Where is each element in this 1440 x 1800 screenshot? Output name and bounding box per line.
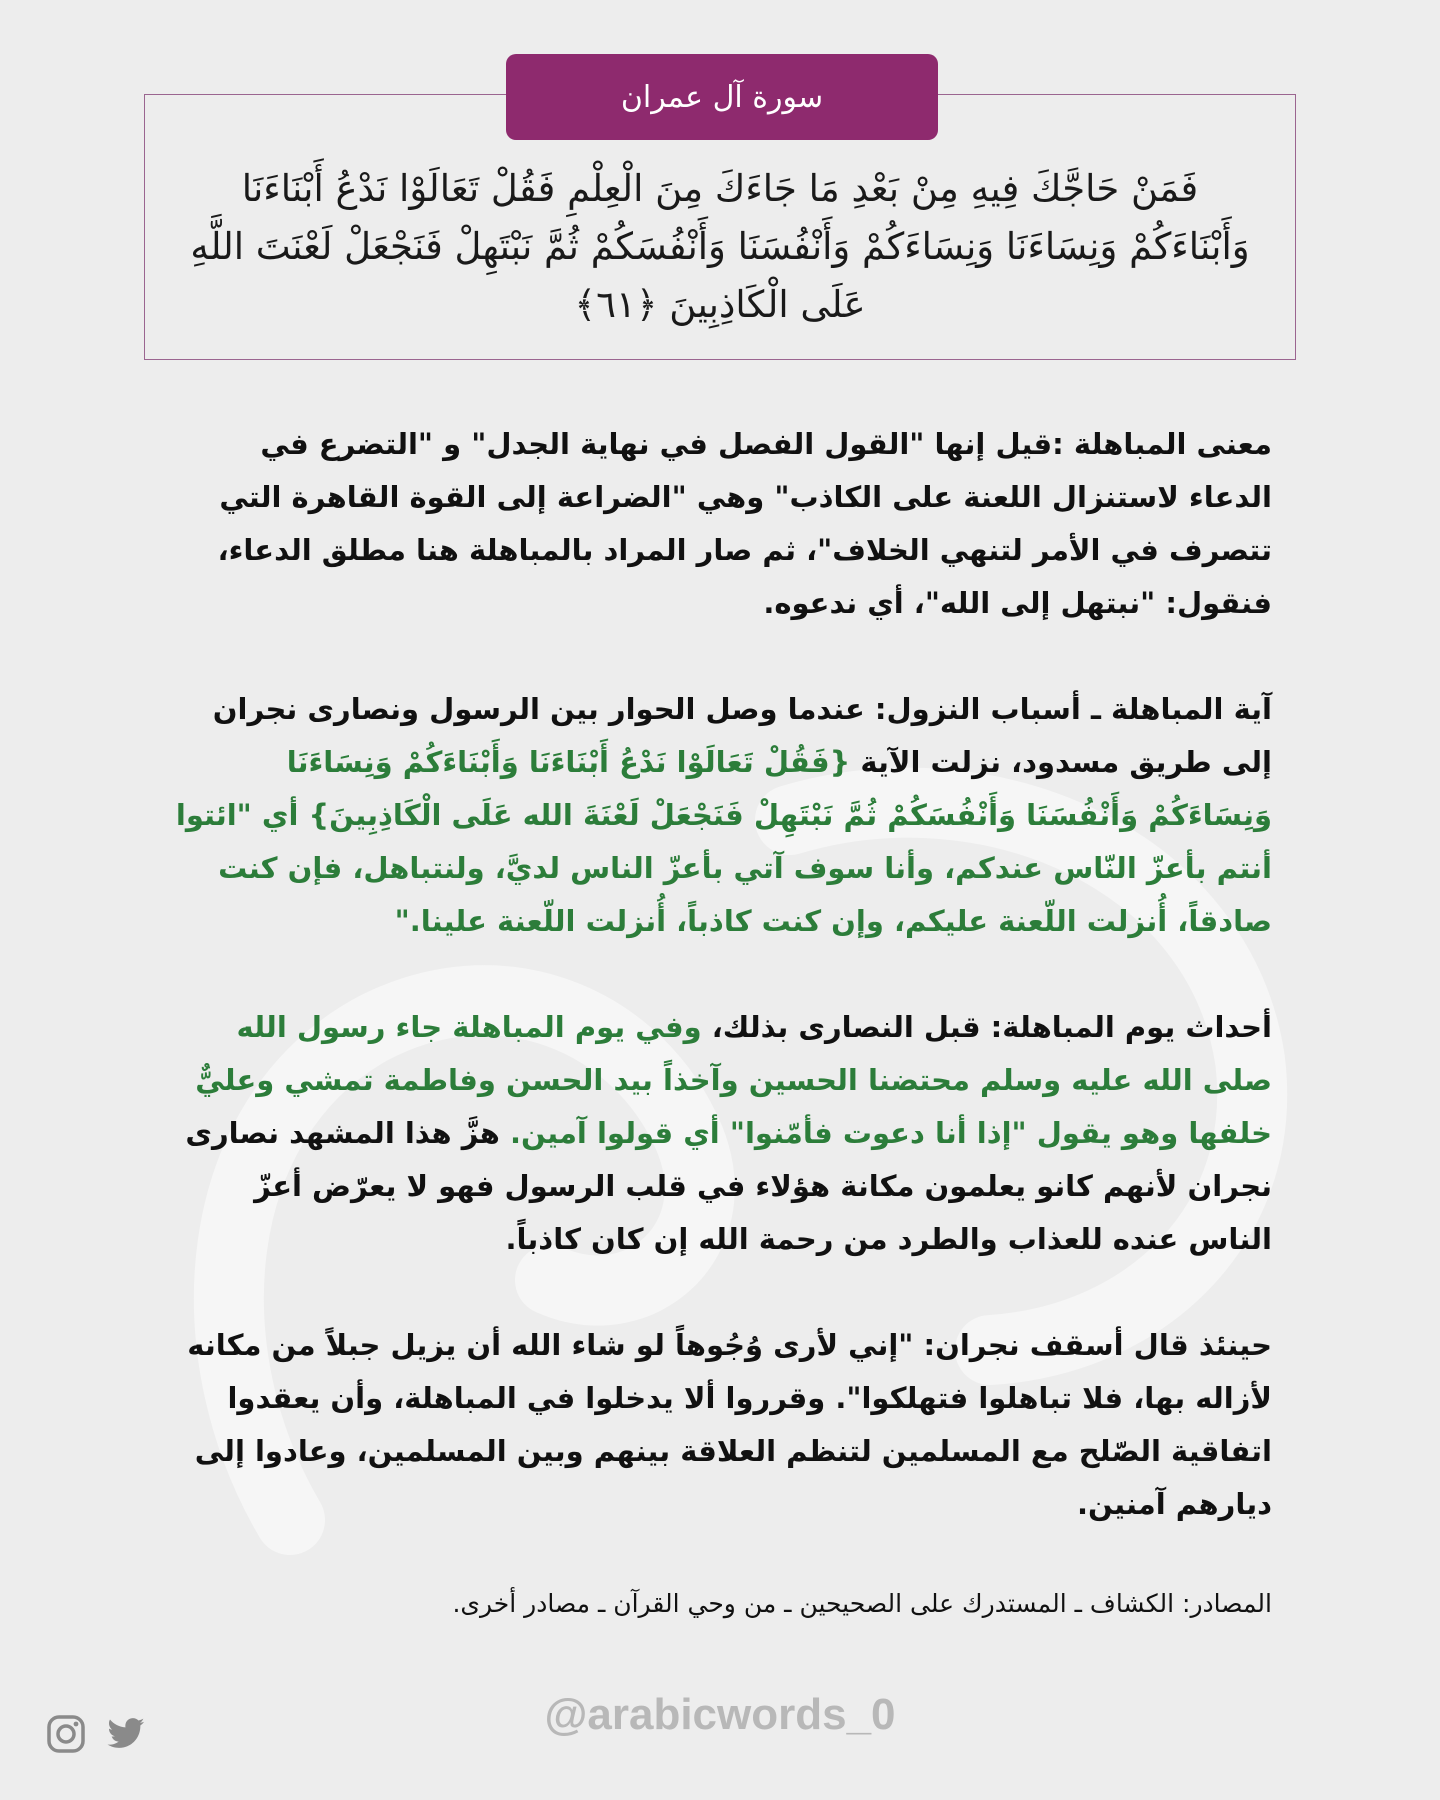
revelation-quote: {فَقُلْ تَعَالَوْا نَدْعُ أَبْنَاءَنَا وَأَبْنَاءَكُمْ وَنِسَاءَنَا وَنِسَاءَكُمْ وَأَنْفُسَنَا وَأَنْفُسَكُمْ ثُمَّ نَبْتَهِلْ فَنَجْعَلْ لَعْنَةَ الله عَلَى الْكَاذِبِينَ} أي "ائتوا أنتم بأعزّ النّاس عندكم، وأنا سوف آتي بأعزّ الناس لديَّ، ولنتباهل، فإن كنت صادقاً، أُنزلت اللّعنة عليكم، وإن كنت كاذباً، أُنزلت اللّعنة علينا."	[175, 745, 1272, 938]
account-handle: @arabicwords_0	[544, 1690, 896, 1739]
revelation-intro: آية المباهلة ـ أسباب النزول: عندما وصل الحوار بين الرسول ونصارى نجران إلى طريق مسدود، نزلت الآية	[212, 692, 1272, 779]
events-rest: هزَّ هذا المشهد نصارى نجران لأنهم كانو يعلمون مكانة هؤلاء في قلب الرسول فهو لا يعرّض أعزّ الناس عنده للعذاب والطرد من رحمة الله إن كان كاذباً.	[185, 1116, 1272, 1256]
article-body	[172, 418, 1272, 1677]
twitter-icon[interactable]	[104, 1714, 148, 1754]
instagram-icon[interactable]	[46, 1714, 86, 1754]
events-paragraph	[172, 1001, 1272, 1266]
mubahala-meaning-paragraph: معنى المباهلة :قيل إنها "القول الفصل في نهاية الجدل" و "التضرع في الدعاء لاستنزال اللعنة على الكاذب" وهي "الضراعة إلى القوة القاهرة التي تتصرف في الأمر لتنهي الخلاف"، ثم صار المراد بالمباهلة هنا مطلق الدعاء، فنقول: "نبتهل إلى الله"، أي ندعوه.	[217, 427, 1272, 620]
outcome-paragraph: حينئذ قال أسقف نجران: "إني لأرى وُجُوهاً لو شاء الله أن يزيل جبلاً من مكانه لأزاله بها، فلا تباهلوا فتهلكوا". وقرروا ألا يدخلوا في المباهلة، وأن يعقدوا اتفاقية الصّلح مع المسلمين لتنظم العلاقة بينهم وبين المسلمين، وعادوا إلى ديارهم آمنين.	[187, 1328, 1272, 1521]
quran-verse: فَمَنْ حَاجَّكَ فِيهِ مِنْ بَعْدِ مَا جَاءَكَ مِنَ الْعِلْمِ فَقُلْ تَعَالَوْا نَدْعُ أَبْنَاءَنَا وَأَبْنَاءَكُمْ وَنِسَاءَنَا وَنِسَاءَكُمْ وَأَنْفُسَنَا وَأَنْفُسَكُمْ ثُمَّ نَبْتَهِلْ فَنَجْعَلْ لَعْنَتَ اللَّهِ عَلَى الْكَاذِبِينَ ﴿٦١﴾	[190, 167, 1250, 326]
surah-title-badge	[506, 54, 938, 140]
surah-title: سورة آل عمران	[620, 79, 824, 115]
revelation-paragraph	[172, 683, 1272, 948]
social-icons	[46, 1714, 148, 1754]
events-intro: أحداث يوم المباهلة: قبل النصارى بذلك،	[701, 1010, 1272, 1044]
events-highlight: وفي يوم المباهلة جاء رسول الله صلى الله عليه وسلم محتضنا الحسين وآخذاً بيد الحسن وفاطمة تمشي وعليٌّ خلفها وهو يقول "إذا أنا دعوت فأمّنوا" أي قولوا آمين.	[195, 1010, 1272, 1150]
sources-line: المصادر: الكشاف ـ المستدرك على الصحيحين ـ من وحي القرآن ـ مصادر أخرى.	[452, 1589, 1272, 1618]
